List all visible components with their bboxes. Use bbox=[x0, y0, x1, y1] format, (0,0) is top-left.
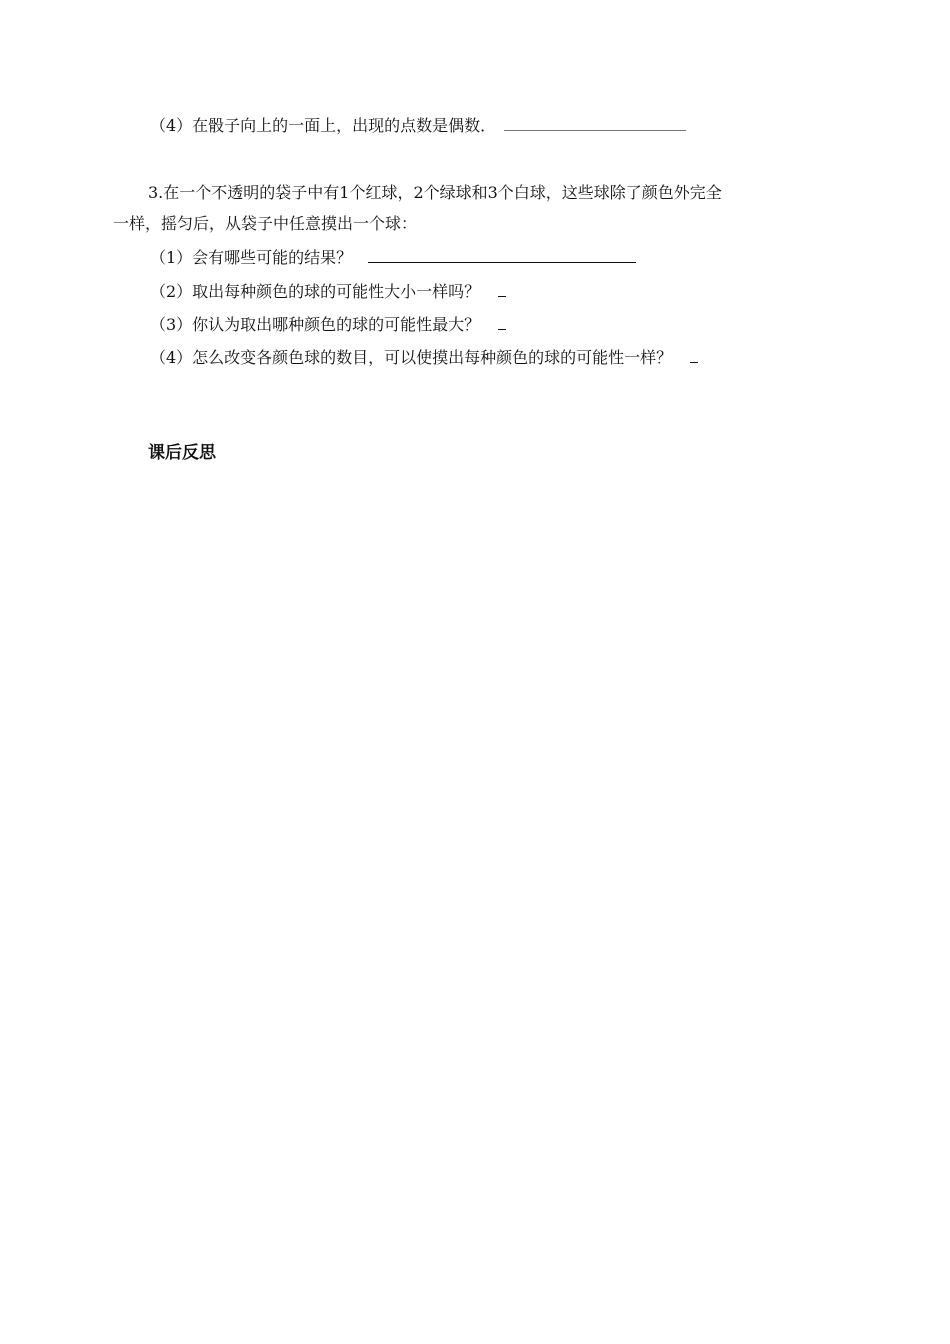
question-3-item-1 bbox=[150, 248, 636, 268]
answer-blank[interactable] bbox=[498, 315, 506, 330]
reflection-heading: 课后反思 bbox=[148, 443, 216, 463]
answer-blank[interactable] bbox=[504, 116, 686, 131]
answer-blank[interactable] bbox=[498, 282, 506, 297]
question-3-item-3 bbox=[150, 315, 506, 335]
item-text: （2）取出每种颜色的球的可能性大小一样吗？ bbox=[150, 282, 481, 301]
item-text: （4）怎么改变各颜色球的数目，可以使摸出每种颜色的球的可能性一样？ bbox=[150, 348, 673, 367]
question-3-item-4 bbox=[150, 348, 698, 368]
question-3-item-2 bbox=[150, 282, 506, 302]
prev-question-item-4 bbox=[150, 116, 686, 136]
item-text: （1）会有哪些可能的结果？ bbox=[150, 248, 353, 267]
answer-blank[interactable] bbox=[368, 248, 636, 263]
question-3-stem-line-2: 一样，摇匀后，从袋子中任意摸出一个球： bbox=[113, 214, 418, 233]
question-3-stem-line-1: 3.在一个不透明的袋子中有1个红球，2个绿球和3个白球，这些球除了颜色外完全 bbox=[148, 183, 722, 202]
item-text: （3）你认为取出哪种颜色的球的可能性最大？ bbox=[150, 315, 481, 334]
item-text: （4）在骰子向上的一面上，出现的点数是偶数． bbox=[150, 116, 497, 135]
answer-blank[interactable] bbox=[690, 348, 698, 363]
